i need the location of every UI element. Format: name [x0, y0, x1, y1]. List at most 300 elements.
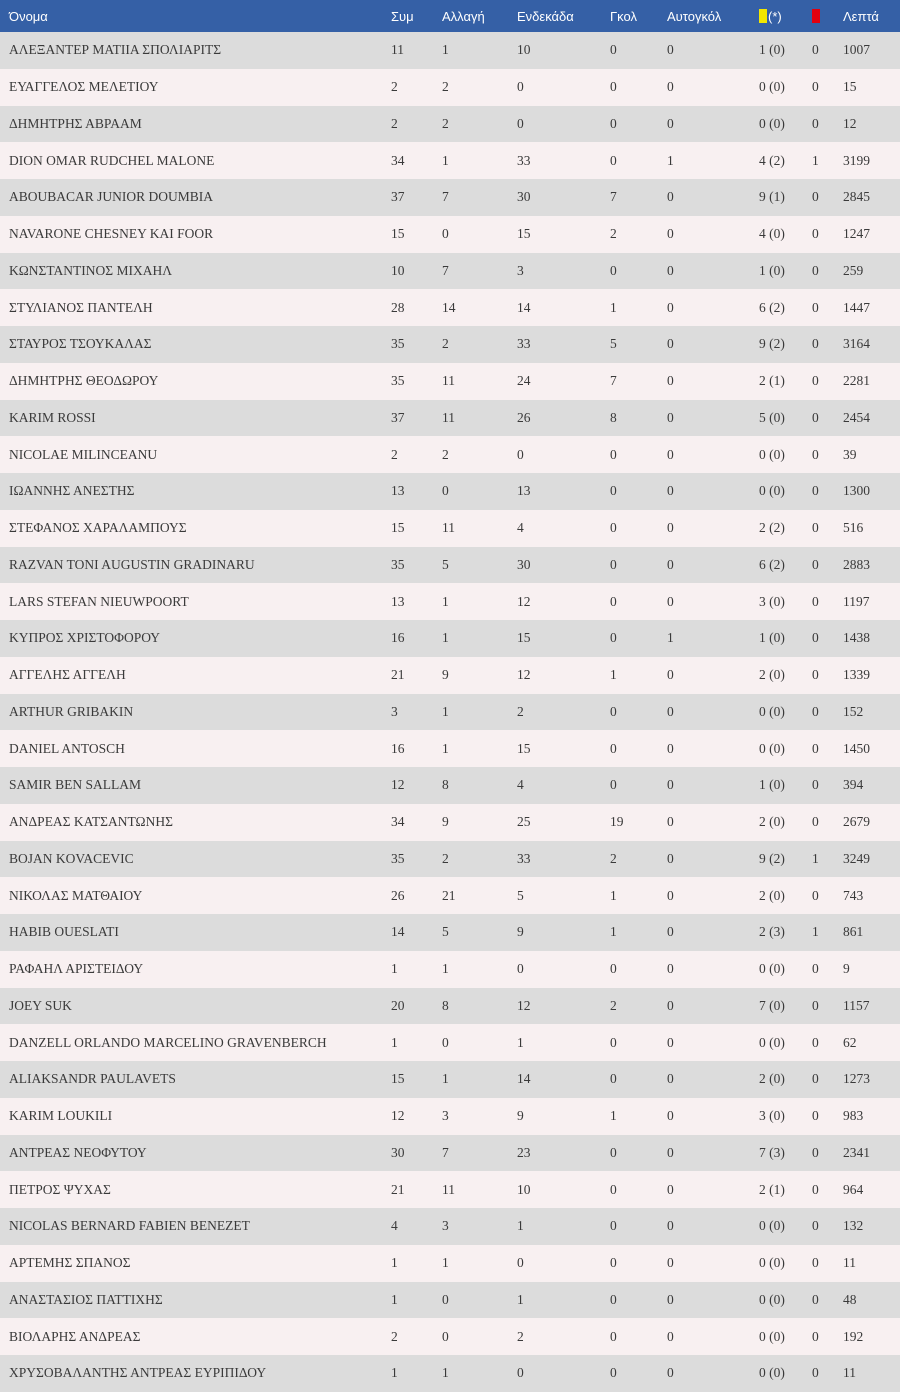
- starts-cell: 0: [517, 1255, 524, 1271]
- column-header-red-cards[interactable]: [812, 0, 843, 32]
- header-row: [0, 0, 900, 32]
- subs-cell: 1: [442, 1255, 449, 1271]
- yellow-cards-cell: 7 (0): [759, 997, 785, 1013]
- own-goals-cell: 0: [667, 1328, 674, 1344]
- subs-cell: 3: [442, 1218, 449, 1234]
- starts-cell: 10: [517, 42, 531, 58]
- table-row: [0, 436, 900, 473]
- subs-cell: 8: [442, 997, 449, 1013]
- own-goals-cell: 1: [667, 152, 674, 168]
- player-name-cell: ΑΛΕΞΑΝΤΕΡ ΜΑΤΙΙΑ ΣΠΟΛΙΑΡΙΤΣ: [9, 42, 222, 58]
- minutes-cell: 11: [843, 1365, 856, 1381]
- goals-cell: 1: [610, 299, 617, 315]
- own-goals-cell: 0: [667, 1218, 674, 1234]
- yellow-cards-cell: 0 (0): [759, 1365, 785, 1381]
- yellow-cards-cell: 0 (0): [759, 740, 785, 756]
- own-goals-cell: 0: [667, 1144, 674, 1160]
- player-name-cell: SAMIR BEN SALLAM: [9, 777, 142, 793]
- minutes-cell: 259: [843, 262, 864, 278]
- minutes-cell: 1300: [843, 483, 870, 499]
- red-cards-cell: 0: [812, 887, 819, 903]
- subs-cell: 0: [442, 1034, 449, 1050]
- subs-cell: 2: [442, 446, 449, 462]
- goals-cell: 19: [610, 814, 624, 830]
- apps-cell: 35: [391, 556, 405, 572]
- player-name-cell: ΠΕΤΡΟΣ ΨΥΧΑΣ: [9, 1181, 111, 1197]
- player-name-cell: ΙΩΑΝΝΗΣ ΑΝΕΣΤΗΣ: [9, 483, 135, 499]
- apps-cell: 28: [391, 299, 405, 315]
- yellow-cards-cell: 2 (0): [759, 814, 785, 830]
- minutes-cell: 12: [843, 115, 857, 131]
- subs-cell: 2: [442, 79, 449, 95]
- player-name-cell: RAZVAN TONI AUGUSTIN GRADINARU: [9, 556, 255, 572]
- goals-cell: 0: [610, 593, 617, 609]
- minutes-cell: 152: [843, 703, 864, 719]
- starts-cell: 26: [517, 409, 531, 425]
- subs-cell: 1: [442, 42, 449, 58]
- minutes-cell: 2341: [843, 1144, 870, 1160]
- own-goals-cell: 0: [667, 1181, 674, 1197]
- minutes-cell: 192: [843, 1328, 864, 1344]
- subs-cell: 0: [442, 483, 449, 499]
- player-name-cell: NICOLAE MILINCEANU: [9, 446, 158, 462]
- starts-cell: 9: [517, 1108, 524, 1124]
- apps-cell: 16: [391, 740, 405, 756]
- own-goals-cell: 0: [667, 1071, 674, 1087]
- own-goals-cell: 0: [667, 850, 674, 866]
- minutes-cell: 2883: [843, 556, 870, 572]
- minutes-cell: 132: [843, 1218, 864, 1234]
- apps-cell: 26: [391, 887, 405, 903]
- own-goals-cell: 0: [667, 777, 674, 793]
- red-cards-cell: 0: [812, 1255, 819, 1271]
- yellow-cards-cell: 1 (0): [759, 777, 785, 793]
- subs-cell: 9: [442, 814, 449, 830]
- player-name-cell: ΚΥΠΡΟΣ ΧΡΙΣΤΟΦΟΡΟΥ: [9, 630, 161, 646]
- apps-cell: 10: [391, 262, 405, 278]
- player-name-cell: JOEY SUK: [9, 997, 72, 1013]
- goals-cell: 2: [610, 850, 617, 866]
- goals-cell: 1: [610, 924, 617, 940]
- starts-cell: 12: [517, 997, 531, 1013]
- red-cards-cell: 0: [812, 299, 819, 315]
- goals-cell: 0: [610, 1328, 617, 1344]
- own-goals-cell: 0: [667, 42, 674, 58]
- starts-cell: 2: [517, 703, 524, 719]
- minutes-cell: 2281: [843, 373, 870, 389]
- goals-cell: 0: [610, 1365, 617, 1381]
- player-name-cell: ΑΝΑΣΤΑΣΙΟΣ ΠΑΤΤΙΧΗΣ: [9, 1291, 163, 1307]
- apps-cell: 34: [391, 152, 405, 168]
- starts-cell: 15: [517, 226, 531, 242]
- starts-cell: 14: [517, 299, 531, 315]
- player-name-cell: ALIAKSANDR PAULAVETS: [9, 1071, 176, 1087]
- starts-cell: 1: [517, 1218, 524, 1234]
- own-goals-cell: 0: [667, 409, 674, 425]
- table-row: [0, 363, 900, 400]
- apps-cell: 3: [391, 703, 398, 719]
- apps-cell: 30: [391, 1144, 405, 1160]
- apps-cell: 34: [391, 814, 405, 830]
- apps-cell: 35: [391, 373, 405, 389]
- red-card-icon: [812, 9, 820, 23]
- goals-cell: 0: [610, 483, 617, 499]
- red-cards-cell: 0: [812, 1071, 819, 1087]
- goals-cell: 1: [610, 887, 617, 903]
- player-name-cell: ΧΡΥΣΟΒΑΛΑΝΤΗΣ ΑΝΤΡΕΑΣ ΕΥΡΙΠΙΔΟΥ: [9, 1365, 267, 1381]
- yellow-cards-cell: 9 (1): [759, 189, 785, 205]
- table-row: [0, 69, 900, 106]
- own-goals-cell: 0: [667, 667, 674, 683]
- player-name-cell: ΣΤΕΦΑΝΟΣ ΧΑΡΑΛΑΜΠΟΥΣ: [9, 520, 187, 536]
- table-row: [0, 1208, 900, 1245]
- red-cards-cell: 0: [812, 1108, 819, 1124]
- minutes-cell: 9: [843, 961, 850, 977]
- own-goals-cell: 0: [667, 299, 674, 315]
- table-row: [0, 1245, 900, 1282]
- yellow-cards-cell: 3 (0): [759, 1108, 785, 1124]
- goals-cell: 8: [610, 409, 617, 425]
- subs-cell: 8: [442, 777, 449, 793]
- red-cards-cell: 0: [812, 446, 819, 462]
- player-name-cell: ΣΤΥΛΙΑΝΟΣ ΠΑΝΤΕΛΗ: [9, 299, 153, 315]
- minutes-cell: 1273: [843, 1071, 870, 1087]
- minutes-cell: 11: [843, 1255, 856, 1271]
- table-row: [0, 326, 900, 363]
- own-goals-cell: 0: [667, 483, 674, 499]
- red-cards-cell: 0: [812, 1144, 819, 1160]
- red-cards-cell: 0: [812, 373, 819, 389]
- red-cards-cell: 0: [812, 556, 819, 572]
- yellow-cards-cell: 2 (0): [759, 887, 785, 903]
- goals-cell: 0: [610, 1255, 617, 1271]
- table-row: [0, 32, 900, 69]
- column-header-own-goals[interactable]: Αυτογκόλ: [667, 8, 722, 24]
- apps-cell: 15: [391, 1071, 405, 1087]
- yellow-cards-cell: 0 (0): [759, 446, 785, 462]
- apps-cell: 1: [391, 1034, 398, 1050]
- starts-cell: 4: [517, 520, 524, 536]
- apps-cell: 37: [391, 409, 405, 425]
- apps-cell: 35: [391, 850, 405, 866]
- goals-cell: 0: [610, 1071, 617, 1087]
- goals-cell: 2: [610, 226, 617, 242]
- apps-cell: 21: [391, 667, 405, 683]
- apps-cell: 12: [391, 1108, 405, 1124]
- goals-cell: 0: [610, 42, 617, 58]
- goals-cell: 0: [610, 1144, 617, 1160]
- player-name-cell: ARTHUR GRIBAKIN: [9, 703, 134, 719]
- player-name-cell: KARIM LOUKILI: [9, 1108, 113, 1124]
- minutes-cell: 15: [843, 79, 857, 95]
- table-row: [0, 914, 900, 951]
- own-goals-cell: 0: [667, 446, 674, 462]
- player-name-cell: HABIB OUESLATI: [9, 924, 119, 940]
- goals-cell: 5: [610, 336, 617, 352]
- player-name-cell: ΡΑΦΑΗΛ ΑΡΙΣΤΕΙΔΟΥ: [9, 961, 144, 977]
- goals-cell: 7: [610, 189, 617, 205]
- starts-cell: 33: [517, 850, 531, 866]
- apps-cell: 15: [391, 226, 405, 242]
- starts-cell: 15: [517, 740, 531, 756]
- subs-cell: 11: [442, 520, 455, 536]
- subs-cell: 2: [442, 850, 449, 866]
- subs-cell: 0: [442, 1328, 449, 1344]
- goals-cell: 0: [610, 115, 617, 131]
- table-row: [0, 988, 900, 1025]
- red-cards-cell: 0: [812, 79, 819, 95]
- goals-cell: 0: [610, 446, 617, 462]
- yellow-cards-cell: 4 (0): [759, 226, 785, 242]
- own-goals-cell: 0: [667, 703, 674, 719]
- subs-cell: 9: [442, 667, 449, 683]
- subs-cell: 11: [442, 1181, 455, 1197]
- goals-cell: 0: [610, 1291, 617, 1307]
- apps-cell: 2: [391, 1328, 398, 1344]
- own-goals-cell: 0: [667, 1365, 674, 1381]
- own-goals-cell: 0: [667, 373, 674, 389]
- subs-cell: 1: [442, 152, 449, 168]
- yellow-cards-cell: 0 (0): [759, 703, 785, 719]
- column-header-subs[interactable]: Αλλαγή: [442, 8, 485, 24]
- red-cards-cell: 0: [812, 1291, 819, 1307]
- player-name-cell: ΝΙΚΟΛΑΣ ΜΑΤΘΑΙΟΥ: [9, 887, 143, 903]
- yellow-cards-cell: 1 (0): [759, 262, 785, 278]
- red-cards-cell: 0: [812, 777, 819, 793]
- starts-cell: 0: [517, 1365, 524, 1381]
- own-goals-cell: 0: [667, 1291, 674, 1307]
- player-name-cell: ΔΗΜΗΤΡΗΣ ΑΒΡΑΑΜ: [9, 115, 142, 131]
- apps-cell: 15: [391, 520, 405, 536]
- apps-cell: 14: [391, 924, 405, 940]
- red-cards-cell: 0: [812, 189, 819, 205]
- minutes-cell: 2845: [843, 189, 870, 205]
- goals-cell: 1: [610, 1108, 617, 1124]
- column-header-name[interactable]: Όνομα: [9, 8, 48, 24]
- red-cards-cell: 0: [812, 740, 819, 756]
- column-header-yellow-cards[interactable]: [759, 0, 812, 32]
- minutes-cell: 1447: [843, 299, 870, 315]
- red-cards-cell: 0: [812, 814, 819, 830]
- column-header-goals[interactable]: Γκολ: [610, 8, 637, 24]
- yellow-cards-cell: 9 (2): [759, 336, 785, 352]
- own-goals-cell: 0: [667, 1108, 674, 1124]
- starts-cell: 24: [517, 373, 531, 389]
- subs-cell: 1: [442, 1071, 449, 1087]
- apps-cell: 2: [391, 446, 398, 462]
- yellow-cards-cell: 0 (0): [759, 1328, 785, 1344]
- apps-cell: 2: [391, 79, 398, 95]
- own-goals-cell: 0: [667, 79, 674, 95]
- goals-cell: 0: [610, 556, 617, 572]
- red-cards-cell: 0: [812, 593, 819, 609]
- subs-cell: 1: [442, 593, 449, 609]
- player-name-cell: ΣΤΑΥΡΟΣ ΤΣΟΥΚΑΛΑΣ: [9, 336, 152, 352]
- red-cards-cell: 0: [812, 226, 819, 242]
- starts-cell: 0: [517, 79, 524, 95]
- red-cards-cell: 0: [812, 961, 819, 977]
- player-name-cell: NAVARONE CHESNEY KAI FOOR: [9, 226, 214, 242]
- minutes-cell: 1339: [843, 667, 870, 683]
- minutes-cell: 62: [843, 1034, 857, 1050]
- starts-cell: 5: [517, 887, 524, 903]
- starts-cell: 10: [517, 1181, 531, 1197]
- own-goals-cell: 0: [667, 226, 674, 242]
- table-row: [0, 730, 900, 767]
- player-name-cell: KARIM ROSSI: [9, 409, 96, 425]
- red-cards-cell: 0: [812, 1218, 819, 1234]
- red-cards-cell: 0: [812, 1034, 819, 1050]
- table-row: [0, 767, 900, 804]
- apps-cell: 16: [391, 630, 405, 646]
- yellow-card-suffix: (*): [768, 8, 782, 24]
- yellow-cards-cell: 4 (2): [759, 152, 785, 168]
- red-cards-cell: 0: [812, 630, 819, 646]
- apps-cell: 12: [391, 777, 405, 793]
- yellow-cards-cell: 0 (0): [759, 1034, 785, 1050]
- table-row: [0, 216, 900, 253]
- yellow-cards-cell: 0 (0): [759, 961, 785, 977]
- subs-cell: 7: [442, 189, 449, 205]
- red-cards-cell: 0: [812, 997, 819, 1013]
- subs-cell: 1: [442, 703, 449, 719]
- yellow-cards-cell: 9 (2): [759, 850, 785, 866]
- starts-cell: 1: [517, 1291, 524, 1307]
- starts-cell: 15: [517, 630, 531, 646]
- player-name-cell: ΕΥΑΓΓΕΛΟΣ ΜΕΛΕΤΙΟΥ: [9, 79, 159, 95]
- table-row: [0, 1282, 900, 1319]
- yellow-cards-cell: 2 (0): [759, 667, 785, 683]
- own-goals-cell: 1: [667, 630, 674, 646]
- player-name-cell: DANZELL ORLANDO MARCELINO GRAVENBERCH: [9, 1034, 327, 1050]
- starts-cell: 0: [517, 961, 524, 977]
- starts-cell: 1: [517, 1034, 524, 1050]
- table-row: [0, 1171, 900, 1208]
- table-row: [0, 106, 900, 143]
- player-name-cell: DION OMAR RUDCHEL MALONE: [9, 152, 215, 168]
- table-row: [0, 1318, 900, 1355]
- yellow-cards-cell: 6 (2): [759, 299, 785, 315]
- own-goals-cell: 0: [667, 814, 674, 830]
- table-row: [0, 547, 900, 584]
- apps-cell: 1: [391, 961, 398, 977]
- yellow-cards-cell: 1 (0): [759, 42, 785, 58]
- yellow-cards-cell: 2 (2): [759, 520, 785, 536]
- player-name-cell: BOJAN KOVACEVIC: [9, 850, 134, 866]
- red-cards-cell: 0: [812, 703, 819, 719]
- yellow-cards-cell: 3 (0): [759, 593, 785, 609]
- starts-cell: 0: [517, 446, 524, 462]
- red-cards-cell: 0: [812, 1365, 819, 1381]
- table-row: [0, 142, 900, 179]
- player-name-cell: ABOUBACAR JUNIOR DOUMBIA: [9, 189, 214, 205]
- own-goals-cell: 0: [667, 556, 674, 572]
- subs-cell: 0: [442, 226, 449, 242]
- own-goals-cell: 0: [667, 336, 674, 352]
- column-header-starts[interactable]: Ενδεκάδα: [517, 8, 574, 24]
- minutes-cell: 1197: [843, 593, 870, 609]
- goals-cell: 0: [610, 1218, 617, 1234]
- goals-cell: 0: [610, 630, 617, 646]
- starts-cell: 3: [517, 262, 524, 278]
- minutes-cell: 983: [843, 1108, 864, 1124]
- table-row: [0, 804, 900, 841]
- yellow-card-icon: [759, 9, 767, 23]
- goals-cell: 0: [610, 777, 617, 793]
- column-header-apps[interactable]: Συμ: [391, 8, 414, 24]
- yellow-cards-cell: 2 (0): [759, 1071, 785, 1087]
- goals-cell: 2: [610, 997, 617, 1013]
- goals-cell: 0: [610, 1181, 617, 1197]
- own-goals-cell: 0: [667, 887, 674, 903]
- red-cards-cell: 0: [812, 115, 819, 131]
- apps-cell: 37: [391, 189, 405, 205]
- table-row: [0, 289, 900, 326]
- goals-cell: 0: [610, 520, 617, 536]
- own-goals-cell: 0: [667, 740, 674, 756]
- yellow-cards-cell: 0 (0): [759, 79, 785, 95]
- starts-cell: 13: [517, 483, 531, 499]
- own-goals-cell: 0: [667, 189, 674, 205]
- red-cards-cell: 1: [812, 152, 819, 168]
- goals-cell: 0: [610, 703, 617, 719]
- starts-cell: 0: [517, 115, 524, 131]
- apps-cell: 2: [391, 115, 398, 131]
- red-cards-cell: 0: [812, 520, 819, 536]
- minutes-cell: 1450: [843, 740, 870, 756]
- red-cards-cell: 1: [812, 924, 819, 940]
- apps-cell: 35: [391, 336, 405, 352]
- yellow-cards-cell: 7 (3): [759, 1144, 785, 1160]
- apps-cell: 4: [391, 1218, 398, 1234]
- subs-cell: 1: [442, 630, 449, 646]
- minutes-cell: 3164: [843, 336, 870, 352]
- subs-cell: 7: [442, 262, 449, 278]
- goals-cell: 1: [610, 667, 617, 683]
- apps-cell: 13: [391, 593, 405, 609]
- subs-cell: 21: [442, 887, 456, 903]
- table-body: [0, 32, 900, 1392]
- subs-cell: 7: [442, 1144, 449, 1160]
- table-row: [0, 1098, 900, 1135]
- minutes-cell: 1247: [843, 226, 870, 242]
- table-row: [0, 473, 900, 510]
- own-goals-cell: 0: [667, 961, 674, 977]
- minutes-cell: 861: [843, 924, 864, 940]
- player-name-cell: ΚΩΝΣΤΑΝΤΙΝΟΣ ΜΙΧΑΗΛ: [9, 262, 173, 278]
- column-header-minutes[interactable]: Λεπτά: [843, 8, 879, 24]
- yellow-cards-cell: 2 (1): [759, 1181, 785, 1197]
- minutes-cell: 743: [843, 887, 864, 903]
- red-cards-cell: 0: [812, 1181, 819, 1197]
- yellow-cards-cell: 1 (0): [759, 630, 785, 646]
- yellow-cards-cell: 0 (0): [759, 1291, 785, 1307]
- own-goals-cell: 0: [667, 997, 674, 1013]
- table-header: [0, 0, 900, 32]
- minutes-cell: 394: [843, 777, 864, 793]
- player-name-cell: DANIEL ANTOSCH: [9, 740, 125, 756]
- own-goals-cell: 0: [667, 1034, 674, 1050]
- table-row: [0, 510, 900, 547]
- table-row: [0, 1061, 900, 1098]
- player-name-cell: ΑΝΤΡΕΑΣ ΝΕΟΦΥΤΟΥ: [9, 1144, 147, 1160]
- yellow-cards-cell: 0 (0): [759, 115, 785, 131]
- starts-cell: 30: [517, 556, 531, 572]
- minutes-cell: 2454: [843, 409, 870, 425]
- table-row: [0, 1024, 900, 1061]
- subs-cell: 0: [442, 1291, 449, 1307]
- red-cards-cell: 0: [812, 42, 819, 58]
